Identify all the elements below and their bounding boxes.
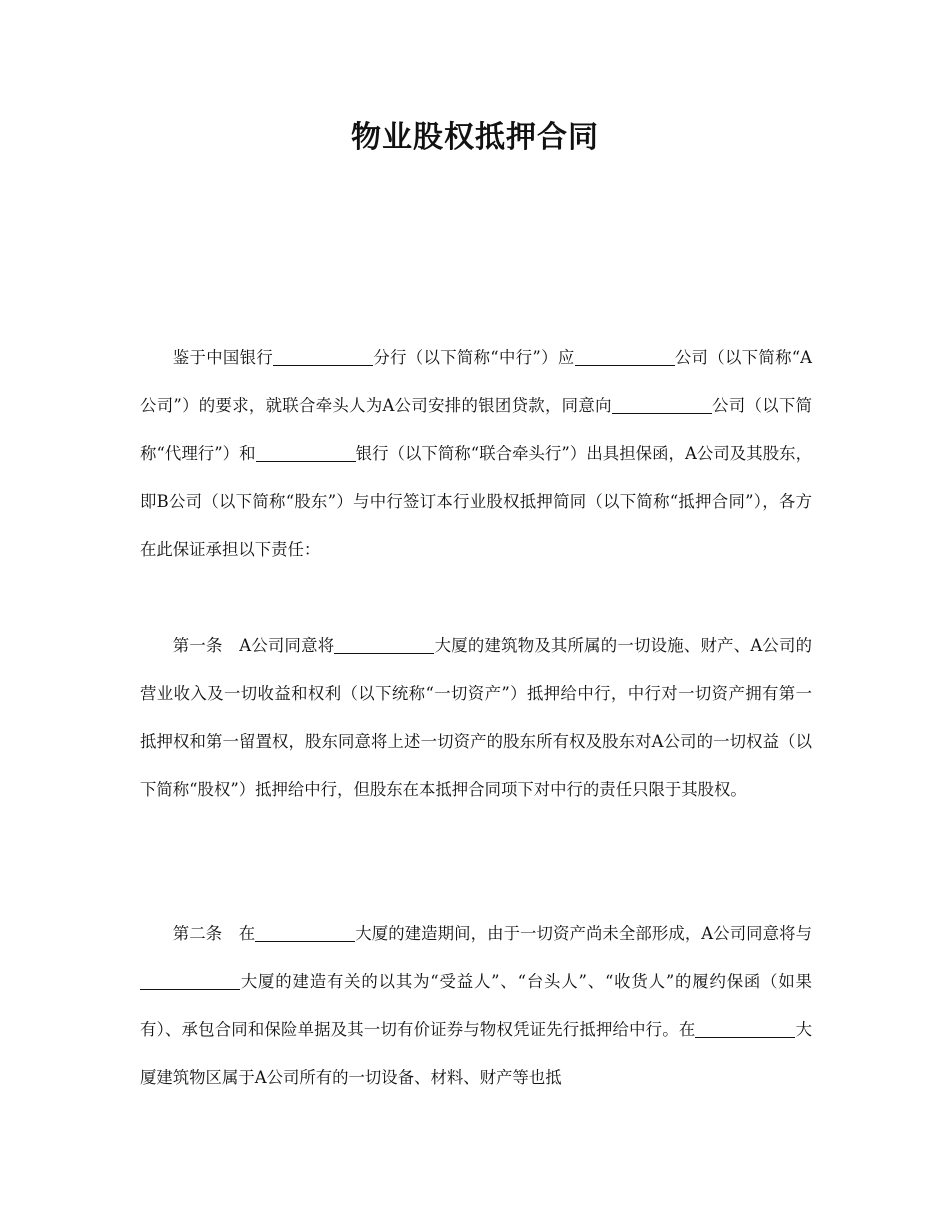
text-segment: 公司（以下简称“A公司”）的要求，就联合牵头人为A公司安排的银团贷款，同意向 — [140, 348, 813, 415]
fill-in-blank — [256, 443, 356, 462]
document-title: 物业股权抵押合同 — [351, 120, 599, 155]
text-segment: 银行（以下简称“联合牵头行”）出具担保函，A公司及其股东，即B公司（以下简称“股东”）与中行签订本行业股权抵押简同（以下简称“抵押合同”），各方在此保证承担以下责任： — [140, 444, 812, 559]
text-segment: 第一条 A公司同意将 — [172, 636, 335, 655]
fill-in-blank — [334, 635, 434, 654]
paragraph-article-1 — [140, 622, 812, 814]
paragraph-article-2 — [140, 910, 812, 1102]
fill-in-blank — [612, 395, 712, 414]
text-segment: 鉴于中国银行 — [172, 348, 274, 367]
text-segment: 公司（以下简称“代理行”）和 — [140, 396, 813, 463]
fill-in-blank — [695, 1019, 795, 1038]
fill-in-blank — [255, 923, 355, 942]
paragraph-preamble — [140, 334, 812, 574]
text-segment: 大厦的建造有关的以其为“受益人”、“台头人”、“收货人”的履约保函（如果有）、承包合同和保险单据及其一切有价证券与物权凭证先行抵押给中行。在 — [140, 972, 812, 1039]
text-segment: 第二条 在 — [172, 924, 256, 943]
fill-in-blank — [575, 347, 675, 366]
fill-in-blank — [140, 971, 240, 990]
text-segment: 分行（以下简称“中行”）应 — [373, 348, 575, 367]
text-segment: 大厦的建筑物及其所属的一切设施、财产、A公司的营业收入及一切收益和权利（以下统称“一切资产”）抵押给中行，中行对一切资产拥有第一抵押权和第一留置权，股东同意将上述一切资产的股东所有权及股东对A公司的一切权益（以下简称“股权”）抵押给中行，但股东在本抵押合同项下对中行的责任只限于其股权。 — [140, 636, 812, 799]
text-segment: 大厦建筑物区属于A公司所有的一切设备、材料、财产等也抵 — [140, 1020, 812, 1087]
text-segment: 大厦的建造期间，由于一切资产尚未全部形成，A公司同意将与 — [355, 924, 812, 943]
fill-in-blank — [273, 347, 373, 366]
